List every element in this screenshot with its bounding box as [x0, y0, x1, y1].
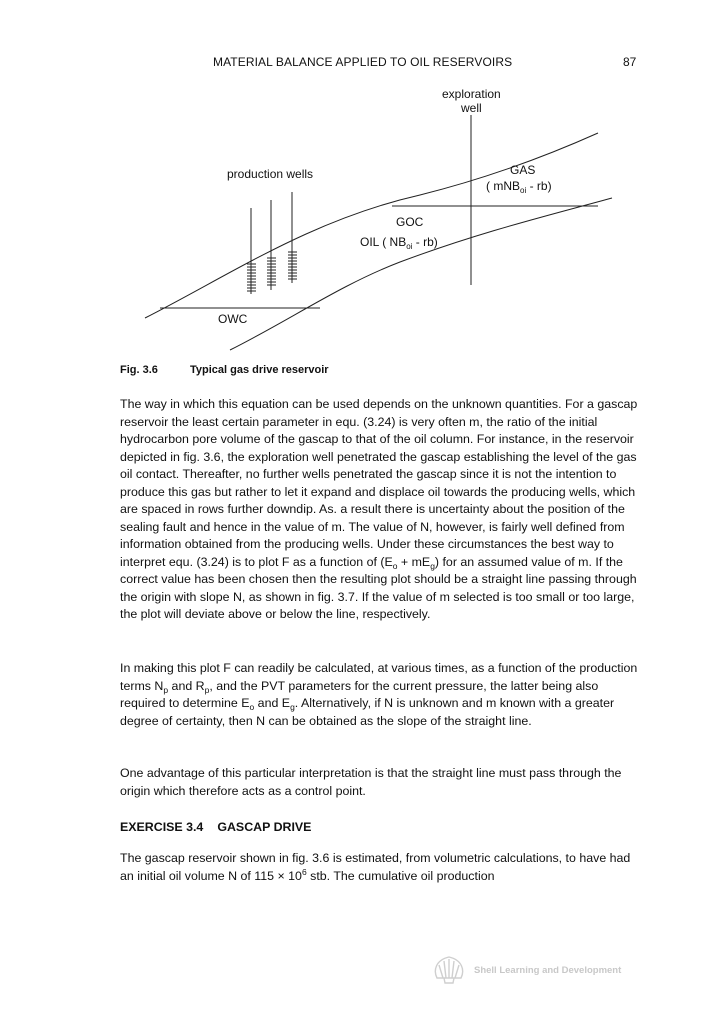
goc-label: GOC — [396, 215, 424, 229]
exercise-number: EXERCISE 3.4 — [120, 820, 204, 834]
well-perforations — [247, 252, 297, 291]
paragraph-4: The gascap reservoir shown in fig. 3.6 is estimated, from volumetric calculations, to have had an initial oil volume N of $115 \times 10^6$ stb. The cumulative oil production — [120, 851, 631, 883]
production-wells-label: production wells — [227, 167, 314, 181]
reservoir-top-boundary — [145, 133, 598, 318]
exercise-heading — [120, 820, 311, 834]
exercise-title: GASCAP DRIVE — [217, 820, 312, 834]
gas-label: GAS — [510, 163, 536, 177]
paragraph-1: The way in which this equation can be used depends on the unknown quantities. For a gascap reservoir the least certain parameter in equ. (3.24) is very often m, the ratio of the initial hydrocarbon pore volume of the gascap to that of the oil column. For instance, in the reservoir depicted in fig. 3.6, the exploration well penetrated the gascap establishing the level of the gas oil contact. Thereafter, no further wells penetrated the gascap since it is not the intention to produce this gas but rather to let it expand and displace oil towards the producing wells, which are spaced in rows further downdip. As. a result there is uncertainty about the position of the sealing fault and hence in the value of m. The value of N, however, is fairly well defined from information obtained from the producing wells. Under these circumstances the best way to interpret equ. (3.24) is to plot F as a function of $(E_o + mE_g)$ for an assumed value of m. If the correct value has been chosen then the resulting plot should be a straight line passing through the origin with slope N, as shown in fig. 3.7. If the value of m selected is too small or too large, the plot will deviate above or below the line, respectively. — [120, 397, 638, 621]
figure-caption — [120, 364, 329, 376]
oil-volume-label: OIL ( $NB_{oi} - rb$) — [360, 235, 438, 251]
gas-volume-label: ( mNB$_{oi}$ - rb) — [486, 179, 552, 195]
reservoir-figure — [0, 0, 723, 360]
reservoir-diagram — [0, 0, 723, 360]
caption-text: Typical gas drive reservoir — [190, 364, 329, 376]
page-number: 87 — [623, 55, 637, 69]
exploration-label-line1: exploration — [442, 87, 501, 101]
footer-branding — [432, 954, 642, 986]
owc-label: OWC — [218, 312, 248, 326]
exploration-label-line2: well — [461, 101, 482, 115]
paragraph-3: One advantage of this particular interpretation is that the straight line must pass through the origin which therefore acts as a control point. — [120, 766, 622, 798]
page-header-title: MATERIAL BALANCE APPLIED TO OIL RESERVOIRS — [213, 55, 513, 69]
caption-number: Fig. 3.6 — [120, 364, 158, 376]
footer-text: Shell Learning and Development — [474, 965, 622, 976]
shell-logo-icon — [432, 954, 466, 986]
paragraph-2: In making this plot F can readily be calculated, at various times, as a function of the production terms $N_p$ and $R_p$, and the PVT parameters for the current pressure, the latter being also required to determine $E_o$ and $E_g$. Alternatively, if N is unknown and m known with a greater degree of certainty, then N can be obtained as the slope of the straight line. — [120, 661, 638, 728]
